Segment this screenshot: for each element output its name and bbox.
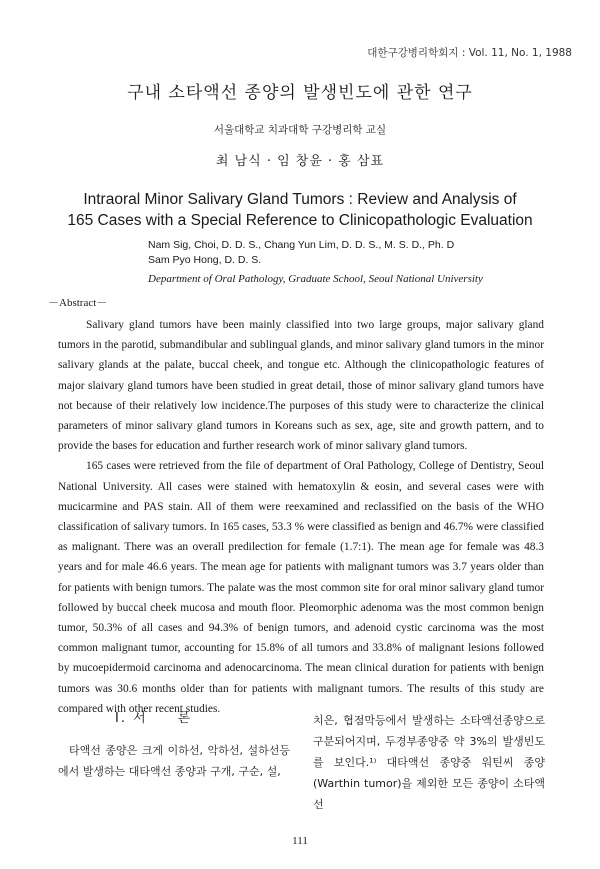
korean-authors: 최 남식 · 임 창윤 · 홍 삼표 [215, 154, 385, 169]
abstract-label: －Abstract－ [48, 297, 108, 309]
korean-title: 구내 소타액선 종양의 발생빈도에 관한 연구 [127, 83, 473, 103]
body-left-paragraph: 타액선 종양은 크게 이하선, 악하선, 설하선등에서 발생하는 대타액선 종양과 구개, 구순, 설, [58, 744, 290, 778]
department: Department of Oral Pathology, Graduate School, Seoul National University [148, 273, 483, 285]
abstract-paragraph-2: 165 cases were retrieved from the file of department of Oral Pathology, College of Dentistry, Seoul National University. All cases were stained with hematoxylin & eosin, and several cases were with mucicarmine and PAS stain. All of them were reexamined and reclassified on the basis of the WHO classification of salivary tumors. In 165 cases, 53.3 % were classified as benign and 46.7% were classified as malignant. There was an overall predilection for female (1.7:1). The mean age for female was 48.3 years and for male 46.6 years. The mean age for patients with malignant tumors was 3.7 years older than for patients with benign tumors. The palate was the most common site for oral minor salivary gland tumor followed by buccal cheek mucosa and mouth floor. Pleomorphic adenoma was the most common benign tumor, 50.3% of all cases and 94.3% of benign tumors, and adenoid cystic carcinoma was the most common malignant tumor, accounting for 15.8% of all tumors and 33.8% of malignant lesions followed by mucoepidermoid carcinoma and adenocarcinoma. The mean clinical duration for patients with benign tumors was 30.6 months older than for patients with malignant tumors. The results of this study are compared with other recent studies. [58, 460, 544, 715]
english-authors-line2: Sam Pyo Hong, D. D. S. [148, 254, 262, 266]
abstract-body [58, 315, 544, 719]
journal-header: 대한구강병리학회지 : Vol. 11, No. 1, 1988 [367, 47, 572, 59]
body-right-paragraph: 치은, 협점막등에서 발생하는 소타액선종양으로 구분되어지며, 두경부종양중 약 3%의 발생빈도를 보인다.¹⁾ 대타액선 종양중 워틴씨 종양(Warthin tumor)을 제외한 모든 종양이 소타액선 [313, 714, 545, 811]
body-column-left [58, 740, 290, 782]
english-title-line2: 165 Cases with a Special Reference to Clinicopathologic Evaluation [67, 212, 533, 229]
body-column-right [313, 710, 545, 815]
english-title [0, 189, 600, 231]
page-number: 111 [292, 835, 308, 847]
english-authors-line1: Nam Sig, Choi, D. D. S., Chang Yun Lim, D. D. S., M. S. D., Ph. D [148, 239, 455, 251]
section-heading-introduction: Ⅰ. 서 론 [115, 711, 193, 726]
english-authors [148, 238, 454, 268]
abstract-paragraph-1: Salivary gland tumors have been mainly classified into two large groups, major salivary gland tumors in the parotid, submandibular and sublingual glands, and minor salivary gland tumors in the minor salivary glands at the palate, buccal cheek, and tongue etc. Although the clinicopathologic features of major slaivary gland tumors have been studied in great detail, those of minor salivary gland tumors have not because of their relatively low incidence.The purposes of this study were to characterize the clinical parameters of minor salivary gland tumors in Koreans such as sex, age, site and growth pattern, and to provide the bases for education and further research work of minor salivary gland tumors. [58, 319, 544, 453]
korean-affiliation: 서울대학교 치과대학 구강병리학 교실 [213, 124, 387, 136]
english-title-line1: Intraoral Minor Salivary Gland Tumors : Review and Analysis of [83, 191, 517, 208]
